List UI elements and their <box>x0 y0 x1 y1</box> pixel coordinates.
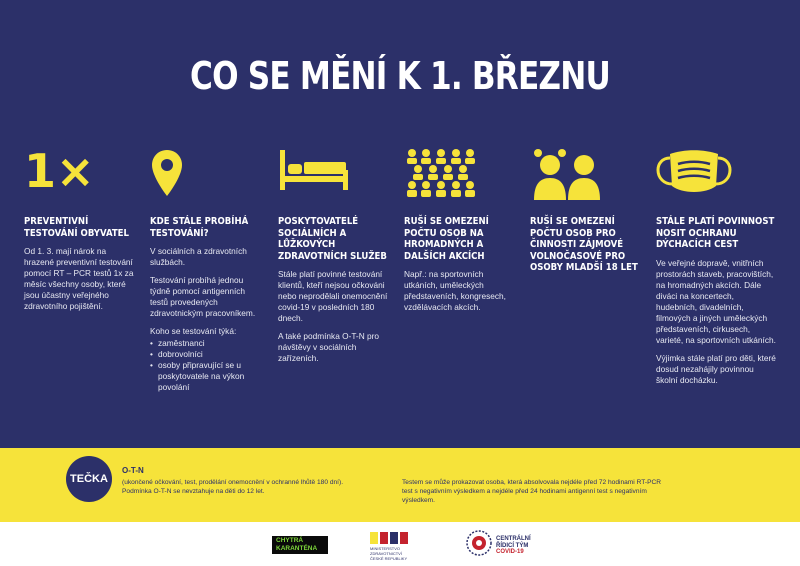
column-youth-activities <box>530 148 642 274</box>
column-providers <box>278 148 390 364</box>
bed-icon <box>278 148 390 206</box>
column-heading: STÁLE PLATÍ POVINNOST NOSIT OCHRANU DÝCHACÍCH CEST <box>656 216 775 250</box>
column-heading: KDE STÁLE PROBÍHÁ TESTOVÁNÍ? <box>150 216 249 239</box>
crowd-icon <box>404 148 516 206</box>
ministry-of-health-logo: MINISTERSTVO ZDRAVOTNICTVÍ ČESKÉ REPUBLIKY <box>370 532 430 558</box>
list-intro: Koho se testování týká: <box>150 326 237 336</box>
column-text: Výjimka stále platí pro děti, které dosud nezahájily povinnou školní docházku. <box>656 352 776 385</box>
column-face-mask <box>656 148 776 386</box>
otn-text: (ukončené očkování, test, prodělání onemocnění v ochranné lhůtě 180 dní). Podmínka O-T-N se nevztahuje na děti do 12 let. <box>122 479 344 495</box>
list <box>150 338 262 393</box>
column-text: Např.: na sportovních utkáních, uměleckých představeních, kongresech, vzdělávacích akcích. <box>404 269 506 312</box>
column-heading: RUŠÍ SE OMEZENÍ POČTU OSOB NA HROMADNÝCH A DALŠÍCH AKCÍCH <box>404 216 489 262</box>
info-band <box>0 448 800 522</box>
column-text: A také podmínka O-T-N pro návštěvy v sociálních zařízeních. <box>278 331 379 363</box>
seal-icon <box>466 530 492 556</box>
one-times-icon: 1× <box>24 144 95 198</box>
column-mass-events <box>404 148 516 313</box>
face-mask-icon <box>656 148 776 206</box>
list-item: • dobrovolníci <box>150 349 262 360</box>
column-heading: RUŠÍ SE OMEZENÍ POČTU OSOB PRO ČINNOSTI ZÁJMOVÉ VOLNOČASOVÉ PRO OSOBY MLADŠÍ 18 LET <box>530 216 638 273</box>
column-text: V sociálních a zdravotních službách. <box>150 246 247 267</box>
page-title: CO SE MĚNÍ K 1. BŘEZNU <box>190 54 610 98</box>
column-preventive-testing <box>24 144 136 312</box>
column-text: Ve veřejné dopravě, vnitřních prostorách staveb, pracovištích, na hromadných akcích. Dále diváci na koncertech, hudebních, divadelních, filmových a jiných uměleckých představeních, cirkusech, varieté, na sportovních utkáních. <box>656 257 776 345</box>
list-item: • zaměstnanci <box>150 338 262 349</box>
column-text: Od 1. 3. mají nárok na hrazené preventivní testování pomocí RT – PCR testů 1x za měsíc všechny osoby, které jsou účastny veřejného zdravotního pojištění. <box>24 246 134 311</box>
central-team-logo: CENTRÁLNÍ ŘÍDICÍ TÝM COVID-19 <box>466 530 556 560</box>
otn-heading: O-T-N <box>122 466 144 475</box>
children-icon <box>530 148 642 206</box>
column-text: Testování probíhá jednou týdně pomocí antigenních testů provedených zdravotnickým pracovníkem. <box>150 275 256 318</box>
column-text: Stále platí povinné testování klientů, kteří nejsou očkováni nebo neprodělali onemocnění covid-19 v posledních 180 dnech. <box>278 269 388 323</box>
column-heading: POSKYTOVATELÉ SOCIÁLNÍCH A LŮŽKOVÝCH ZDRAVOTNÍCH SLUŽEB <box>278 216 387 262</box>
column-heading: PREVENTIVNÍ TESTOVÁNÍ OBYVATEL <box>24 216 129 239</box>
list-item: • osoby připravující se u poskytovatele na výkon povolání <box>150 360 262 393</box>
location-pin-icon <box>150 148 262 206</box>
tecka-badge: TEČKA <box>66 456 112 502</box>
test-validity-text: Testem se může prokazovat osoba, která absolvovala nejdéle před 72 hodinami RT-PCR test s negativním výsledkem a nejdéle před 24 hodinami antigenní test s negativním výsledkem. <box>402 479 662 504</box>
chytra-karantena-logo: CHYTRÁ KARANTÉNA <box>272 536 328 554</box>
column-where-testing <box>150 148 262 393</box>
